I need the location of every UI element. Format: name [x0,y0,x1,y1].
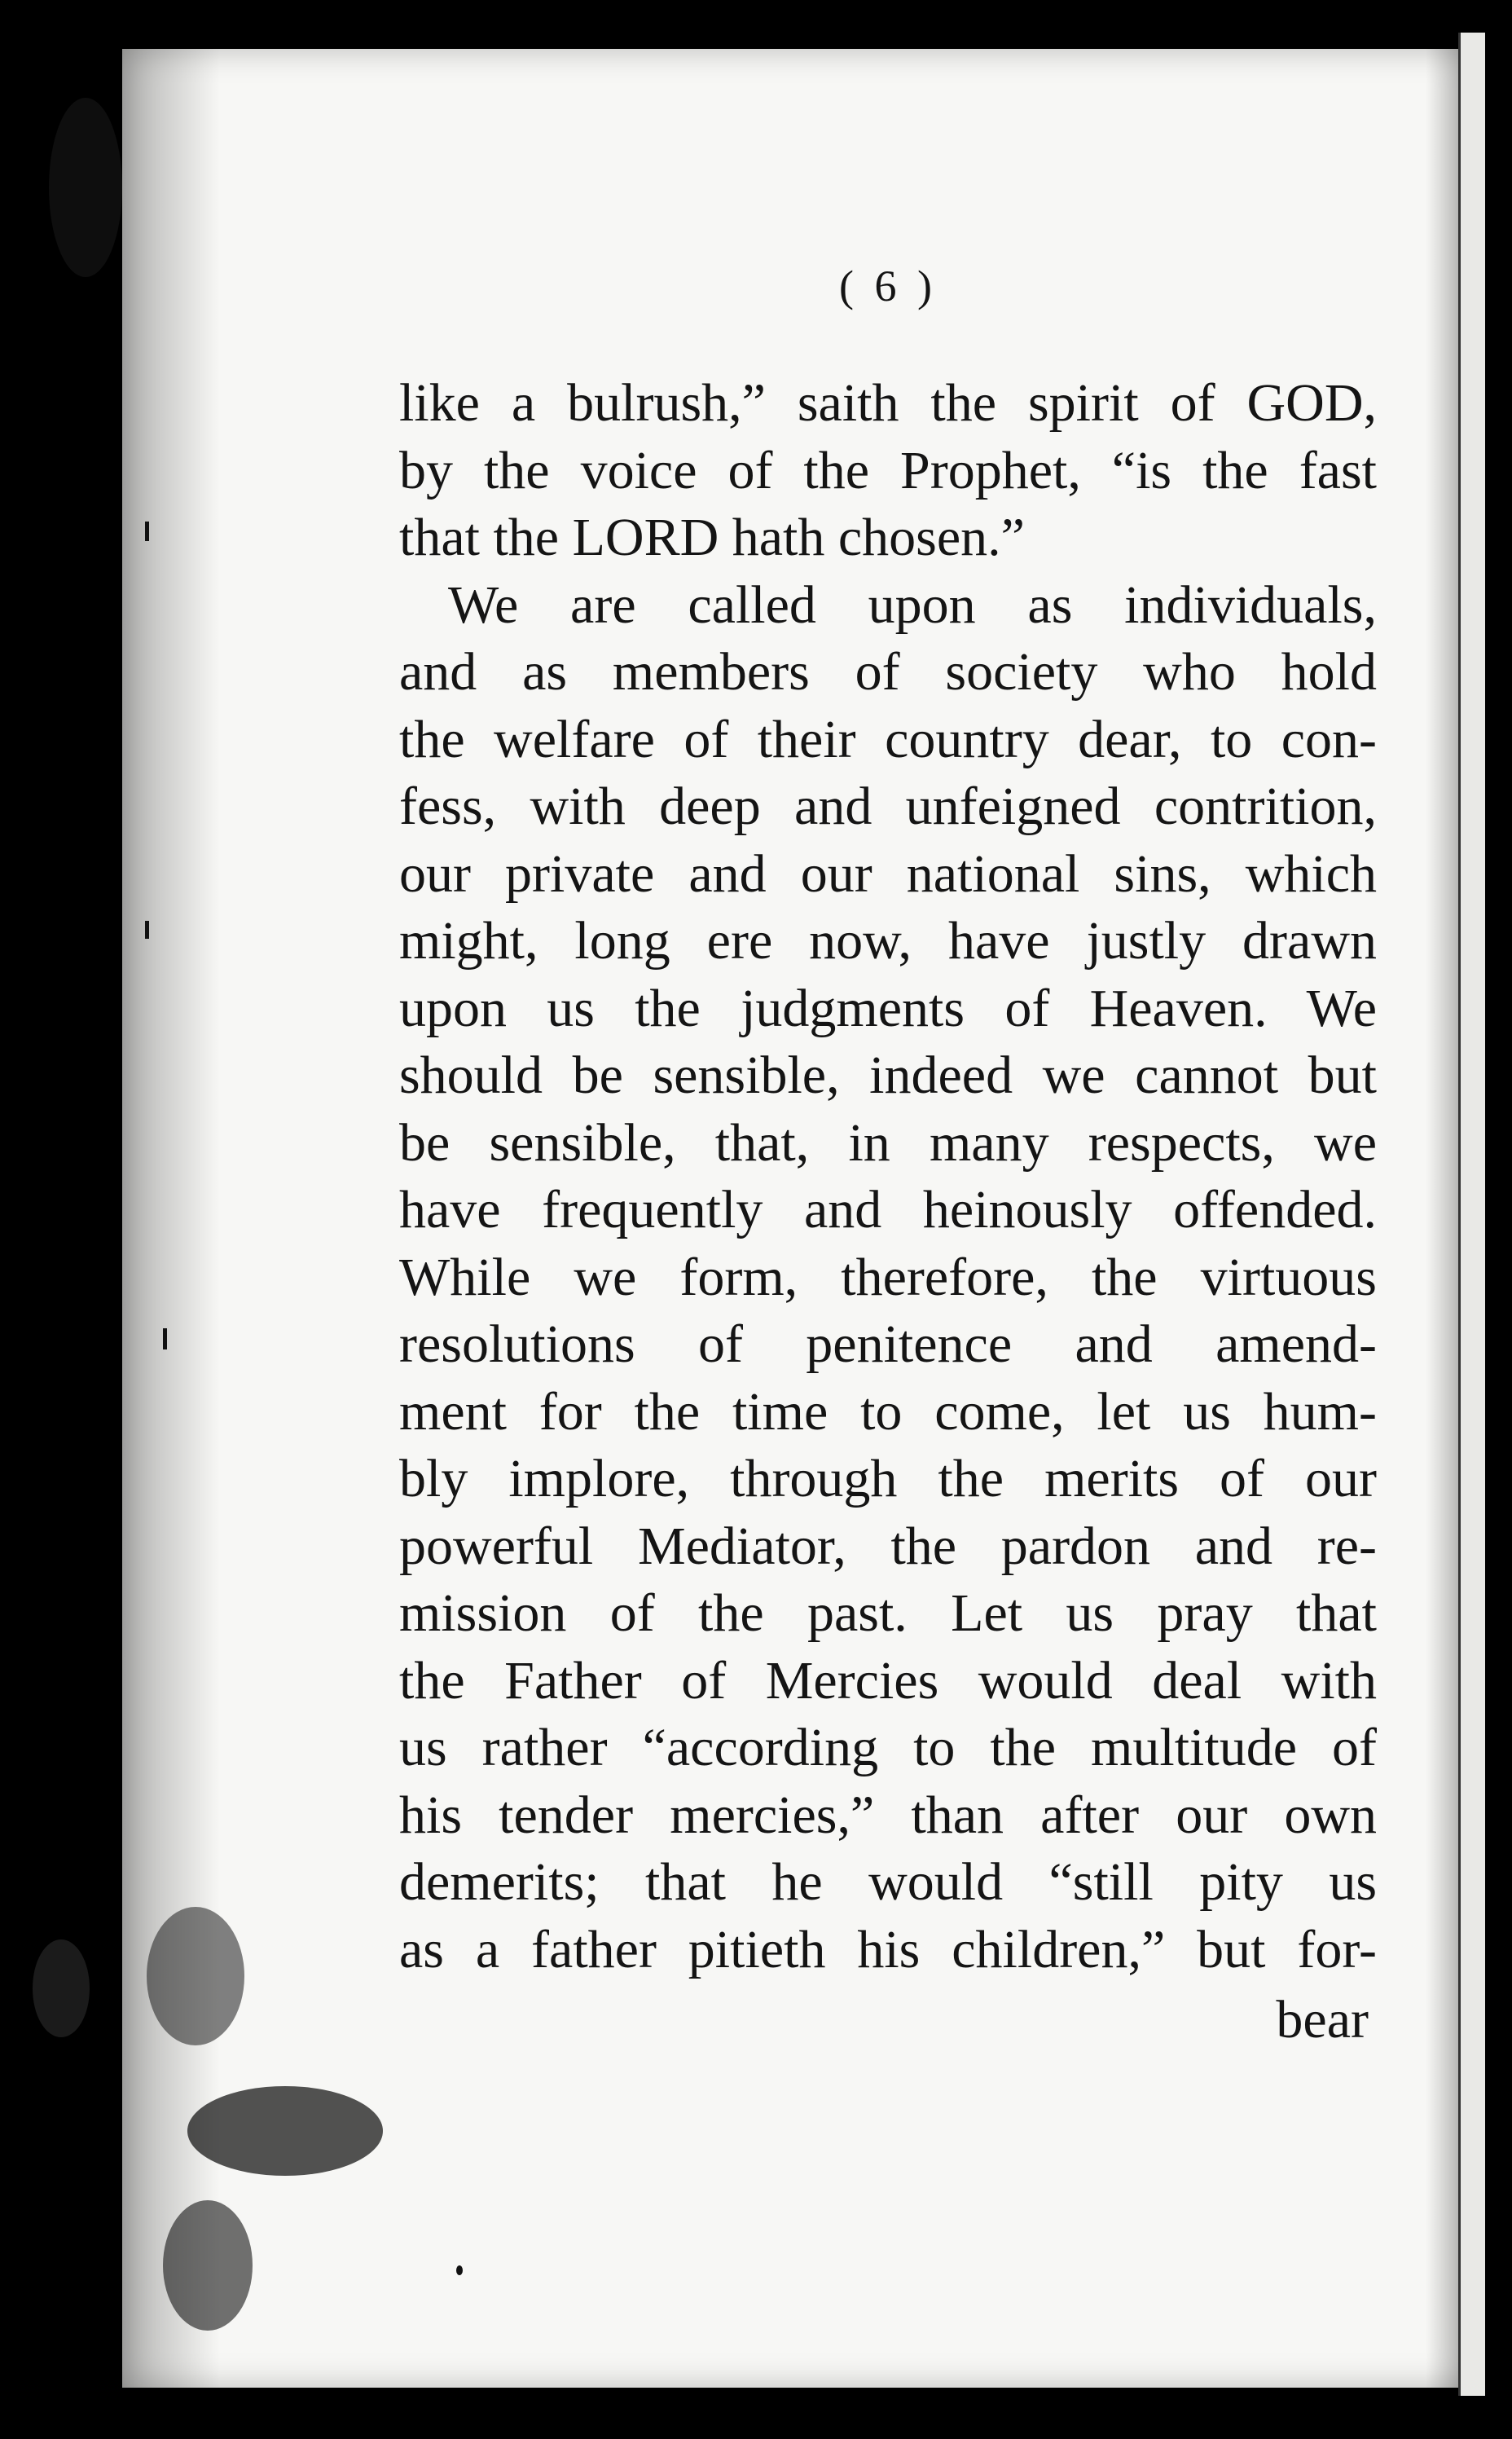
text-line: resolutions of penitence and amend- [399,1314,1377,1374]
text-line: the Father of Mercies would deal with [399,1650,1377,1710]
text-line: by the voice of the Prophet, “is the fast [399,440,1377,500]
text-line: might, long ere now, have justly drawn [399,911,1377,971]
text-line: While we form, therefore, the virtuous [399,1247,1377,1307]
text-line: demerits; that he would “still pity us [399,1852,1377,1912]
text-line: the welfare of their country dear, to con- [399,709,1377,769]
text-line: have frequently and heinously offended. [399,1180,1377,1239]
text-line: fess, with deep and unfeigned contrition, [399,777,1377,836]
body-text [399,261,1377,2054]
text-line: mission of the past. Let us pray that [399,1583,1377,1643]
ink-stain [187,2086,383,2176]
text-line: like a bulrush,” saith the spirit of GOD, [399,373,1377,433]
ink-stain [33,1939,90,2037]
margin-mark [456,2265,463,2275]
text-line: and as members of society who hold [399,642,1377,702]
text-line: be sensible, that, in many respects, we [399,1112,1377,1173]
text-line: that the LORD hath chosen.” [399,508,1025,567]
margin-mark [145,921,149,939]
text-line: upon us the judgments of Heaven. We [399,978,1377,1038]
ink-stain [49,98,122,277]
text-line: our private and our national sins, which [399,843,1377,904]
margin-mark [145,522,149,541]
text-line: his tender mercies,” than after our own [399,1785,1377,1845]
text-line: should be sensible, indeed we cannot but [399,1046,1377,1105]
text-line: as a father pitieth his children,” but for- [399,1919,1377,1979]
ink-stain [147,1907,244,2045]
text-line: We are called upon as individuals, [448,575,1377,635]
ink-stain [163,2200,253,2331]
margin-mark [163,1328,167,1349]
catchword: bear [1276,1990,1369,2049]
text-line: ment for the time to come, let us hum- [399,1381,1377,1442]
text-line: us rather “according to the multitude of [399,1718,1377,1777]
page-number: ( 6 ) [839,262,937,310]
text-line: powerful Mediator, the pardon and re- [399,1516,1377,1576]
text-line: bly implore, through the merits of our [399,1449,1377,1508]
adjacent-page-edge [1458,33,1485,2396]
